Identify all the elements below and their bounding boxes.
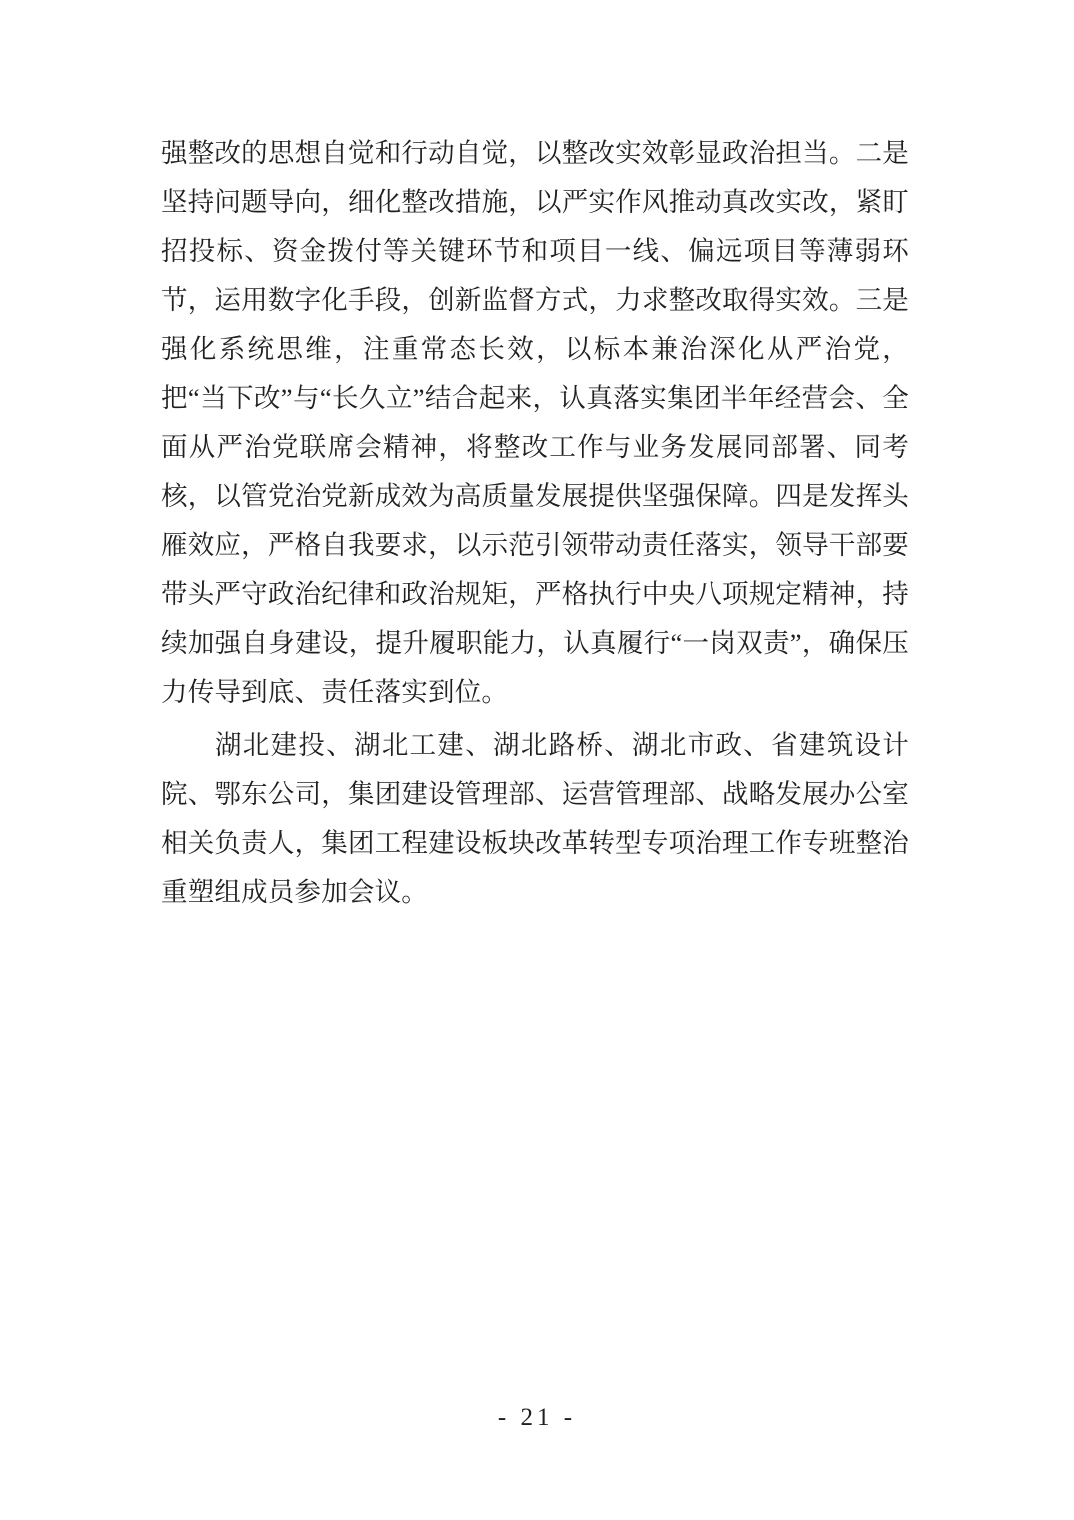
paragraph-rectification-points: 强整改的思想自觉和行动自觉，以整改实效彰显政治担当。二是坚持问题导向，细化整改措施，以严实作风推动真改实改，紧盯招投标、资金拨付等关键环节和项目一线、偏远项目等薄弱环节，运用数字化手段，创新监督方式，力求整改取得实效。三是强化系统思维，注重常态长效，以标本兼治深化从严治党，把“当下改”与“长久立”结合起来，认真落实集团半年经营会、全面从严治党联席会精神，将整改工作与业务发展同部署、同考核，以管党治党新成效为高质量发展提供坚强保障。四是发挥头雁效应，严格自我要求，以示范引领带动责任落实，领导干部要带头严守政治纪律和政治规矩，严格执行中央八项规定精神，持续加强自身建设，提升履职能力，认真履行“一岗双责”，确保压力传导到底、责任落实到位。	[161, 138, 909, 707]
document-body	[161, 129, 909, 917]
page-footer	[0, 1404, 1074, 1432]
page-number: - 21 -	[497, 1404, 577, 1431]
paragraph-attendees: 湖北建投、湖北工建、湖北路桥、湖北市政、省建筑设计院、鄂东公司，集团建设管理部、运营管理部、战略发展办公室相关负责人，集团工程建设板块改革转型专项治理工作专班整治重塑组成员参加会议。	[161, 730, 909, 907]
